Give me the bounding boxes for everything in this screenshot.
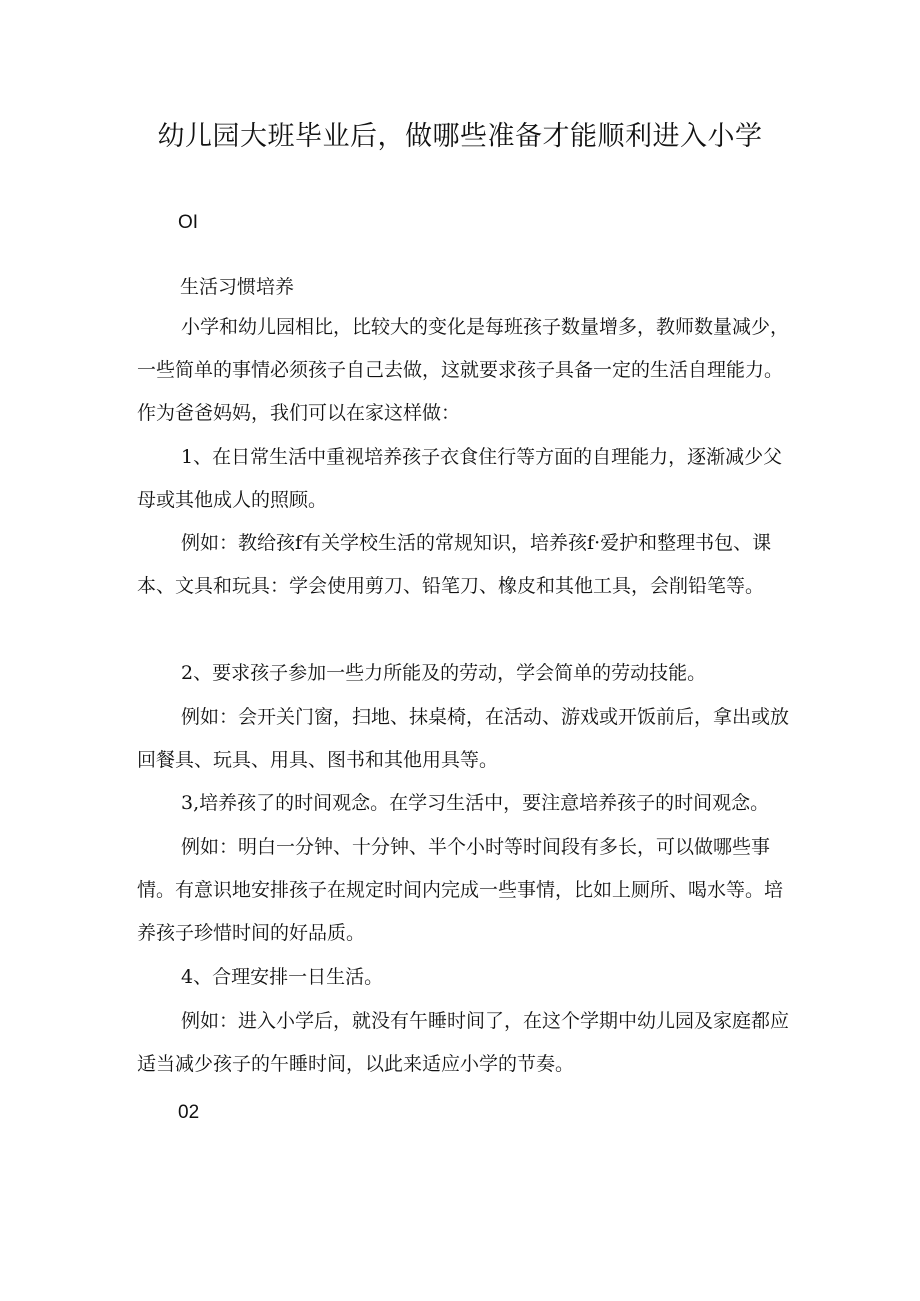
- item-4-paragraph: [137, 956, 797, 999]
- item-1-text: 1、在日常生活中重视培养孩子衣食住行等方面的自理能力，逐渐减少父母或其他成人的照顾。: [137, 446, 783, 511]
- item-4-text: 4、合理安排一日生活。: [181, 966, 384, 988]
- item-4-example-paragraph: [137, 1000, 797, 1086]
- intro-text: 小学和幼儿园相比，比较大的变化是每班孩子数量增多，教师数量减少，一些简单的事情必须孩子自己去做，这就要求孩子具备一定的生活自理能力。作为爸爸妈妈，我们可以在家这样做：: [137, 316, 790, 424]
- item-3-example-text: 例如：明白一分钟、十分钟、半个小时等时间段有多长，可以做哪些事情。有意识地安排孩子在规定时间内完成一些事情，比如上厕所、喝水等。培养孩子珍惜时间的好品质。: [137, 836, 784, 944]
- section-number-1: OI: [178, 212, 199, 233]
- item-2-paragraph: [137, 652, 797, 695]
- section-heading-1: 生活习惯培养: [180, 276, 295, 298]
- item-2-example-paragraph: [137, 696, 797, 782]
- item-3-paragraph: [137, 782, 797, 825]
- section-number-2: 02: [178, 1102, 200, 1123]
- item-1-example-paragraph: [137, 522, 797, 608]
- item-1-paragraph: [137, 436, 797, 522]
- intro-paragraph: [137, 306, 797, 435]
- item-2-text: 2、要求孩子参加一些力所能及的劳动，学会简单的劳动技能。: [181, 662, 707, 684]
- item-3-example-paragraph: [137, 826, 797, 955]
- item-3-text: 3,培养孩了的时间观念。在学习生活中，要注意培养孩子的时间观念。: [181, 792, 770, 814]
- document-title: 幼儿园大班毕业后，做哪些准备才能顺利进入小学: [157, 121, 763, 152]
- item-4-example-text: 例如：进入小学后，就没有午睡时间了，在这个学期中幼儿园及家庭都应适当减少孩子的午睡时间，以此来适应小学的节奏。: [137, 1010, 790, 1075]
- item-2-example-text: 例如：会开关门窗，扫地、抹桌椅，在活动、游戏或开饭前后，拿出或放回餐具、玩具、用具、图书和其他用具等。: [137, 706, 790, 771]
- item-1-example-text: 例如：教给孩f有关学校生活的常规知识，培养孩f·爱护和整理书包、课本、文具和玩具：学会使用剪刀、铅笔刀、橡皮和其他工具，会削铅笔等。: [137, 532, 772, 597]
